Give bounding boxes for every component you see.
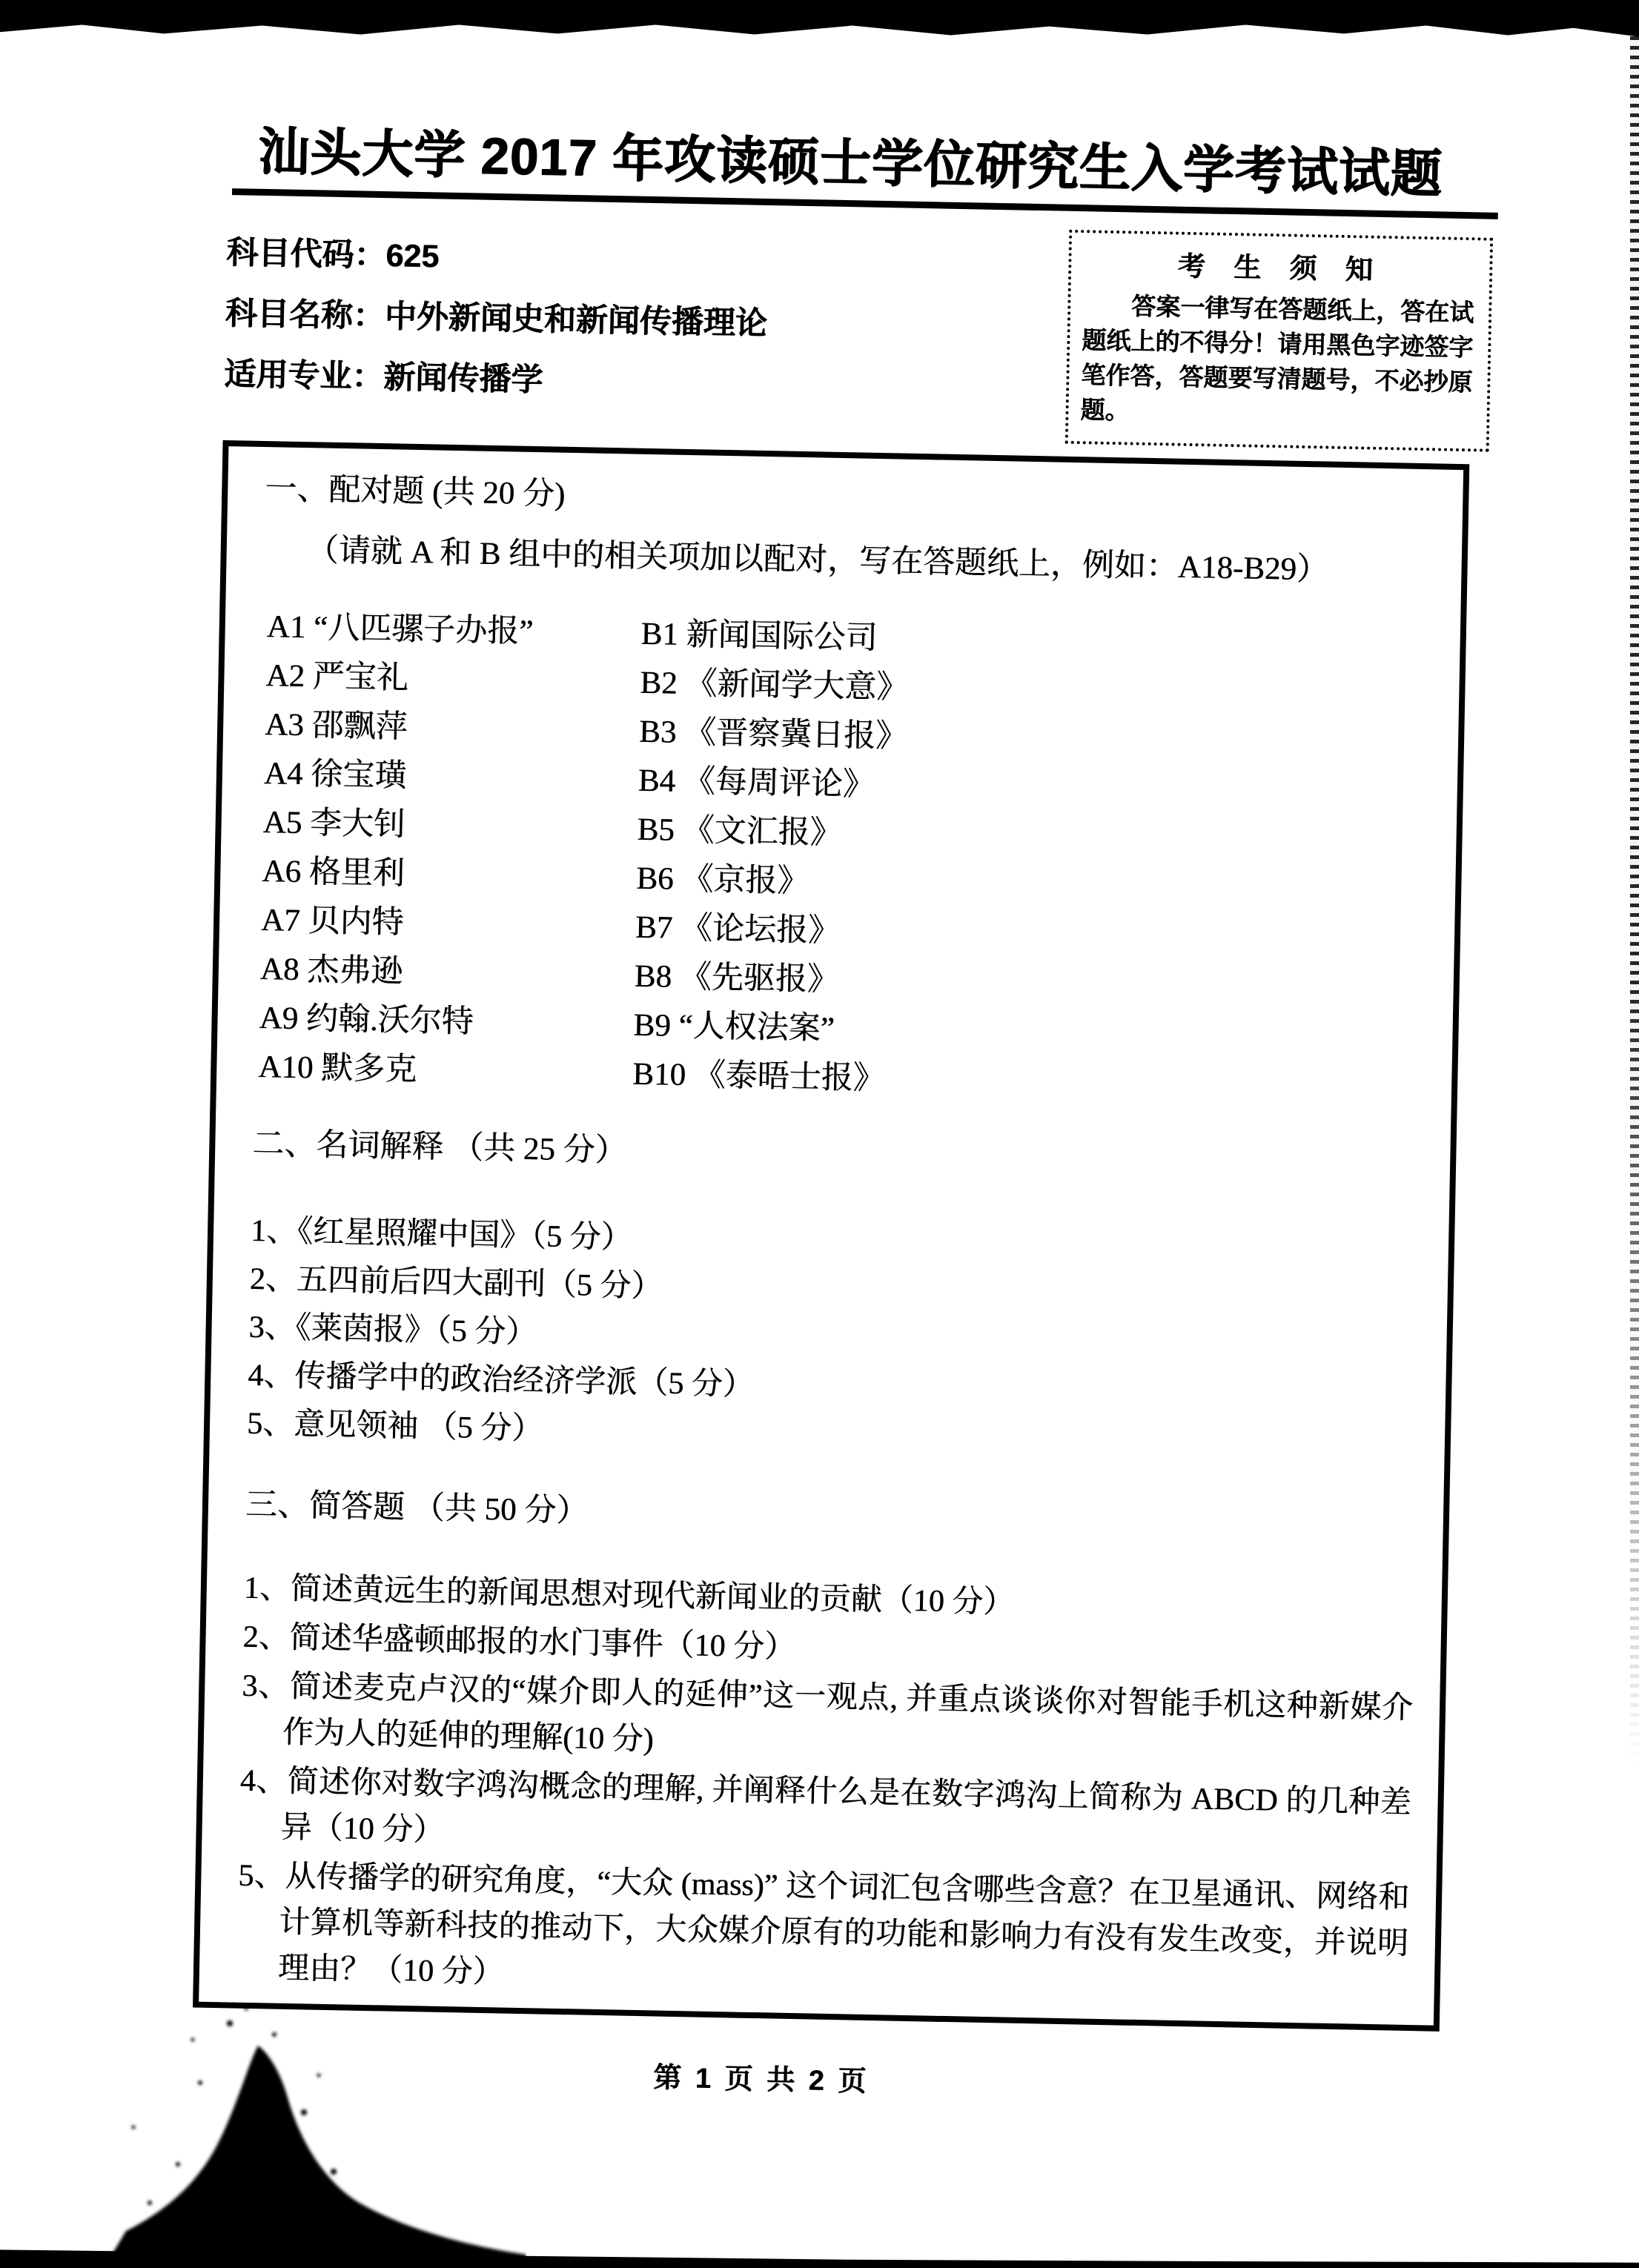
notice-title: 考 生 须 知 [1177,251,1384,285]
match-a-item: A10 默多克 [257,1050,417,1088]
matching-column-b [632,610,1434,1114]
match-a-item: A3 邵飘萍 [264,707,408,745]
subject-major-value: 新闻传播学 [383,359,543,399]
subject-name-row [225,283,767,354]
match-b-item: B8 《先驱报》 [634,958,840,998]
match-b-item: B3 《晋察冀日报》 [638,714,908,755]
term-item: 4、传播学中的政治经济学派（5 分） [247,1358,755,1402]
question-list [236,1565,1415,2013]
match-a-item: A9 约翰.沃尔特 [259,1001,474,1040]
match-a-item: A6 格里利 [261,854,405,892]
term-item: 3、《莱茵报》（5 分） [248,1310,537,1350]
match-a-item: A4 徐宝璜 [263,756,407,794]
match-a-item: A1 “八匹骡子办报” [266,609,534,650]
subject-code-row [226,222,769,294]
match-b-item: B5 《文汇报》 [637,812,842,852]
subject-name-label: 科目名称： [225,295,385,335]
term-list [246,1207,1422,1470]
question-area-box [193,440,1469,2032]
term-item: 2、五四前后四大副刊（5 分） [249,1261,663,1304]
match-b-item: B10 《泰晤士报》 [632,1056,886,1097]
section-1-instruction: （请就 A 和 B 组中的相关项加以配对，写在答题纸上，例如：A18-B29） [306,533,1329,588]
section-3-heading: 三、简答题 （共 50 分） [245,1487,589,1529]
scan-blob-artifact [82,1994,526,2268]
match-a-item: A5 李大钊 [262,805,406,843]
subject-major-row [224,344,766,415]
notice-box [1065,230,1493,452]
subject-name-value: 中外新闻史和新闻传播理论 [384,299,768,342]
subject-major-label: 适用专业： [223,356,384,396]
match-a-item: A2 严宝礼 [265,658,409,696]
match-a-item: A7 贝内特 [260,903,404,941]
match-b-item: B4 《每周评论》 [638,763,875,803]
section-2-heading: 二、名词解释 （共 25 分） [251,1126,627,1169]
page-number-footer: 第 1 页 共 2 页 [652,2062,870,2098]
term-item: 5、意见领袖 （5 分） [246,1406,543,1447]
term-item: 1、《红星照耀中国》（5 分） [250,1213,632,1256]
question-item: 5、从传播学的研究角度，“大众 (mass)” 这个词汇包含哪些含意？在卫星通讯、网络和计算机等新科技的推动下，大众媒介原有的功能和影响力有没有发生改变，并说明理由？（10 分） [237,1858,1410,1990]
matching-columns [254,603,1434,1114]
match-a-item: A8 杰弗逊 [259,952,403,989]
match-b-item: B6 《京报》 [635,861,809,900]
page-title: 汕头大学 2017 年攻读硕士学位研究生入学考试试题 [257,122,1443,203]
matching-column-a [258,603,642,1099]
section-1-heading: 一、配对题 (共 20 分) [264,471,566,512]
match-b-item: B2 《新闻学大意》 [639,665,909,706]
notice-body: 答案一律写在答题纸上，答在试题纸上的不得分！请用黑色字迹签字笔作答，答题要写清题号，不必抄原题。 [1080,294,1474,425]
question-item: 3、简述麦克卢汉的“媒介即人的延伸”这一观点, 并重点谈谈你对智能手机这种新媒介作为人的延伸的理解(10 分) [241,1668,1414,1757]
subject-code-value: 625 [385,238,440,275]
match-b-item: B1 新闻国际公司 [640,616,878,656]
question-item: 1、简述黄远生的新闻思想对现代新闻业的贡献（10 分） [243,1571,1015,1620]
match-b-item: B9 “人权法案” [633,1007,835,1047]
match-b-item: B7 《论坛报》 [635,909,841,949]
question-item: 2、简述华盛顿邮报的水门事件（10 分） [242,1619,796,1665]
subject-info [224,222,769,415]
question-item: 4、简述你对数字鸿沟概念的理解, 并阐释什么是在数字鸿沟上简称为 ABCD 的几种差异（10 分） [239,1763,1412,1848]
subject-code-label: 科目代码： [225,234,386,274]
